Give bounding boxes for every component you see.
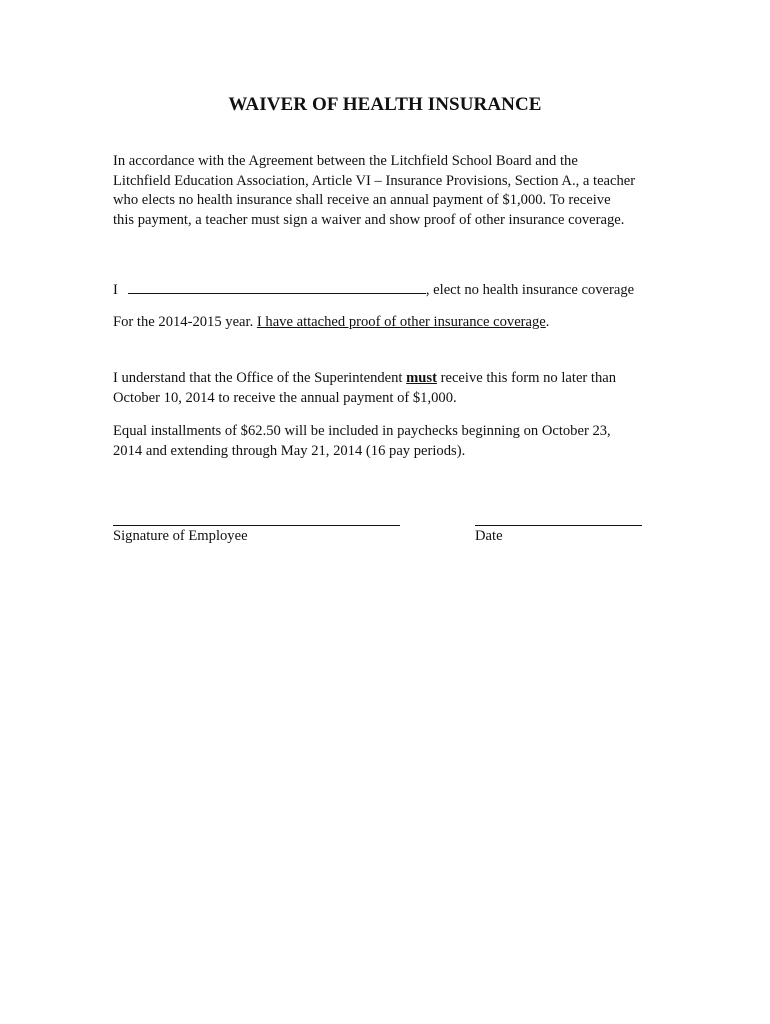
deadline-suffix: receive this form no later than <box>436 370 617 386</box>
intro-line: who elects no health insurance shall receive an annual payment of $1,000. To receive <box>113 192 611 208</box>
election-prefix: I <box>113 282 118 298</box>
document-title: WAIVER OF HEALTH INSURANCE <box>228 94 542 115</box>
intro-line: this payment, a teacher must sign a waiver and show proof of other insurance coverage. <box>113 211 625 228</box>
proof-attached-statement: I have attached proof of other insurance coverage <box>256 314 546 330</box>
year-prefix: For the 2014-2015 year. <box>113 314 257 330</box>
intro-line: Litchfield Education Association, Article VI – Insurance Provisions, Section A., a teacher <box>113 172 636 189</box>
deadline-paragraph <box>113 369 673 408</box>
installments-line: 2014 and extending through May 21, 2014 (16 pay periods). <box>113 442 466 459</box>
election-suffix: , elect no health insurance coverage <box>425 282 635 298</box>
employee-name-field[interactable] <box>128 279 426 294</box>
deadline-line-1 <box>113 369 673 389</box>
signature-label: Signature of Employee <box>113 528 248 544</box>
year-line <box>113 314 549 331</box>
date-field[interactable] <box>475 525 642 526</box>
deadline-line-2: October 10, 2014 to receive the annual payment of $1,000. <box>113 389 457 406</box>
installments-line: Equal installments of $62.50 will be included in paychecks beginning on October 23, <box>113 423 611 439</box>
year-suffix: . <box>545 314 550 330</box>
intro-line: In accordance with the Agreement between the Litchfield School Board and the <box>113 153 578 169</box>
election-line <box>113 279 634 299</box>
date-label: Date <box>475 528 503 544</box>
must-emphasis: must <box>406 370 437 386</box>
installments-paragraph <box>113 422 673 461</box>
deadline-prefix: I understand that the Office of the Superintendent <box>113 370 407 386</box>
signature-field[interactable] <box>113 525 400 526</box>
intro-paragraph <box>113 152 673 230</box>
